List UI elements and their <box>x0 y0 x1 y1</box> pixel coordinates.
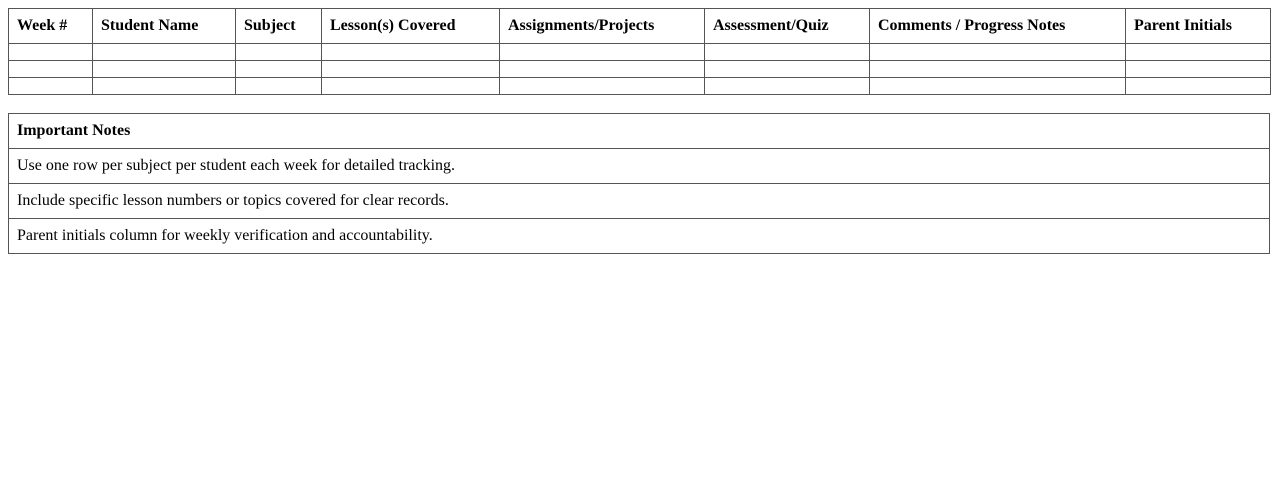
table-cell-week[interactable] <box>9 44 93 61</box>
table-cell-lessons-covered[interactable] <box>322 78 500 95</box>
table-cell-subject[interactable] <box>236 44 322 61</box>
table-cell-student-name[interactable] <box>93 78 236 95</box>
note-row <box>9 184 1270 219</box>
table-cell-assessment-quiz[interactable] <box>705 44 870 61</box>
table-row <box>9 78 1271 95</box>
table-cell-subject[interactable] <box>236 78 322 95</box>
header-assignments-projects: Assignments/Projects <box>500 9 705 44</box>
table-cell-student-name[interactable] <box>93 61 236 78</box>
header-week: Week # <box>9 9 93 44</box>
table-cell-comments[interactable] <box>870 44 1126 61</box>
table-cell-comments[interactable] <box>870 61 1126 78</box>
header-student-name: Student Name <box>93 9 236 44</box>
note-row <box>9 149 1270 184</box>
header-lessons-covered: Lesson(s) Covered <box>322 9 500 44</box>
header-parent-initials: Parent Initials <box>1126 9 1271 44</box>
table-cell-parent-initials[interactable] <box>1126 61 1271 78</box>
table-cell-lessons-covered[interactable] <box>322 44 500 61</box>
note-item: Include specific lesson numbers or topics covered for clear records. <box>9 184 1270 219</box>
table-cell-week[interactable] <box>9 61 93 78</box>
note-item: Use one row per subject per student each week for detailed tracking. <box>9 149 1270 184</box>
note-row <box>9 219 1270 254</box>
table-cell-week[interactable] <box>9 78 93 95</box>
header-row <box>9 9 1271 44</box>
note-item: Parent initials column for weekly verification and accountability. <box>9 219 1270 254</box>
header-comments-progress-notes: Comments / Progress Notes <box>870 9 1126 44</box>
important-notes-table <box>8 113 1270 254</box>
weekly-log-table <box>8 8 1271 95</box>
table-cell-assignments-projects[interactable] <box>500 44 705 61</box>
table-row <box>9 61 1271 78</box>
table-cell-subject[interactable] <box>236 61 322 78</box>
table-cell-parent-initials[interactable] <box>1126 44 1271 61</box>
table-cell-student-name[interactable] <box>93 44 236 61</box>
notes-header-row <box>9 114 1270 149</box>
table-cell-assessment-quiz[interactable] <box>705 61 870 78</box>
table-cell-assignments-projects[interactable] <box>500 78 705 95</box>
table-cell-parent-initials[interactable] <box>1126 78 1271 95</box>
notes-title: Important Notes <box>9 114 1270 149</box>
header-subject: Subject <box>236 9 322 44</box>
table-cell-assignments-projects[interactable] <box>500 61 705 78</box>
table-cell-comments[interactable] <box>870 78 1126 95</box>
table-row <box>9 44 1271 61</box>
header-assessment-quiz: Assessment/Quiz <box>705 9 870 44</box>
table-cell-lessons-covered[interactable] <box>322 61 500 78</box>
table-cell-assessment-quiz[interactable] <box>705 78 870 95</box>
